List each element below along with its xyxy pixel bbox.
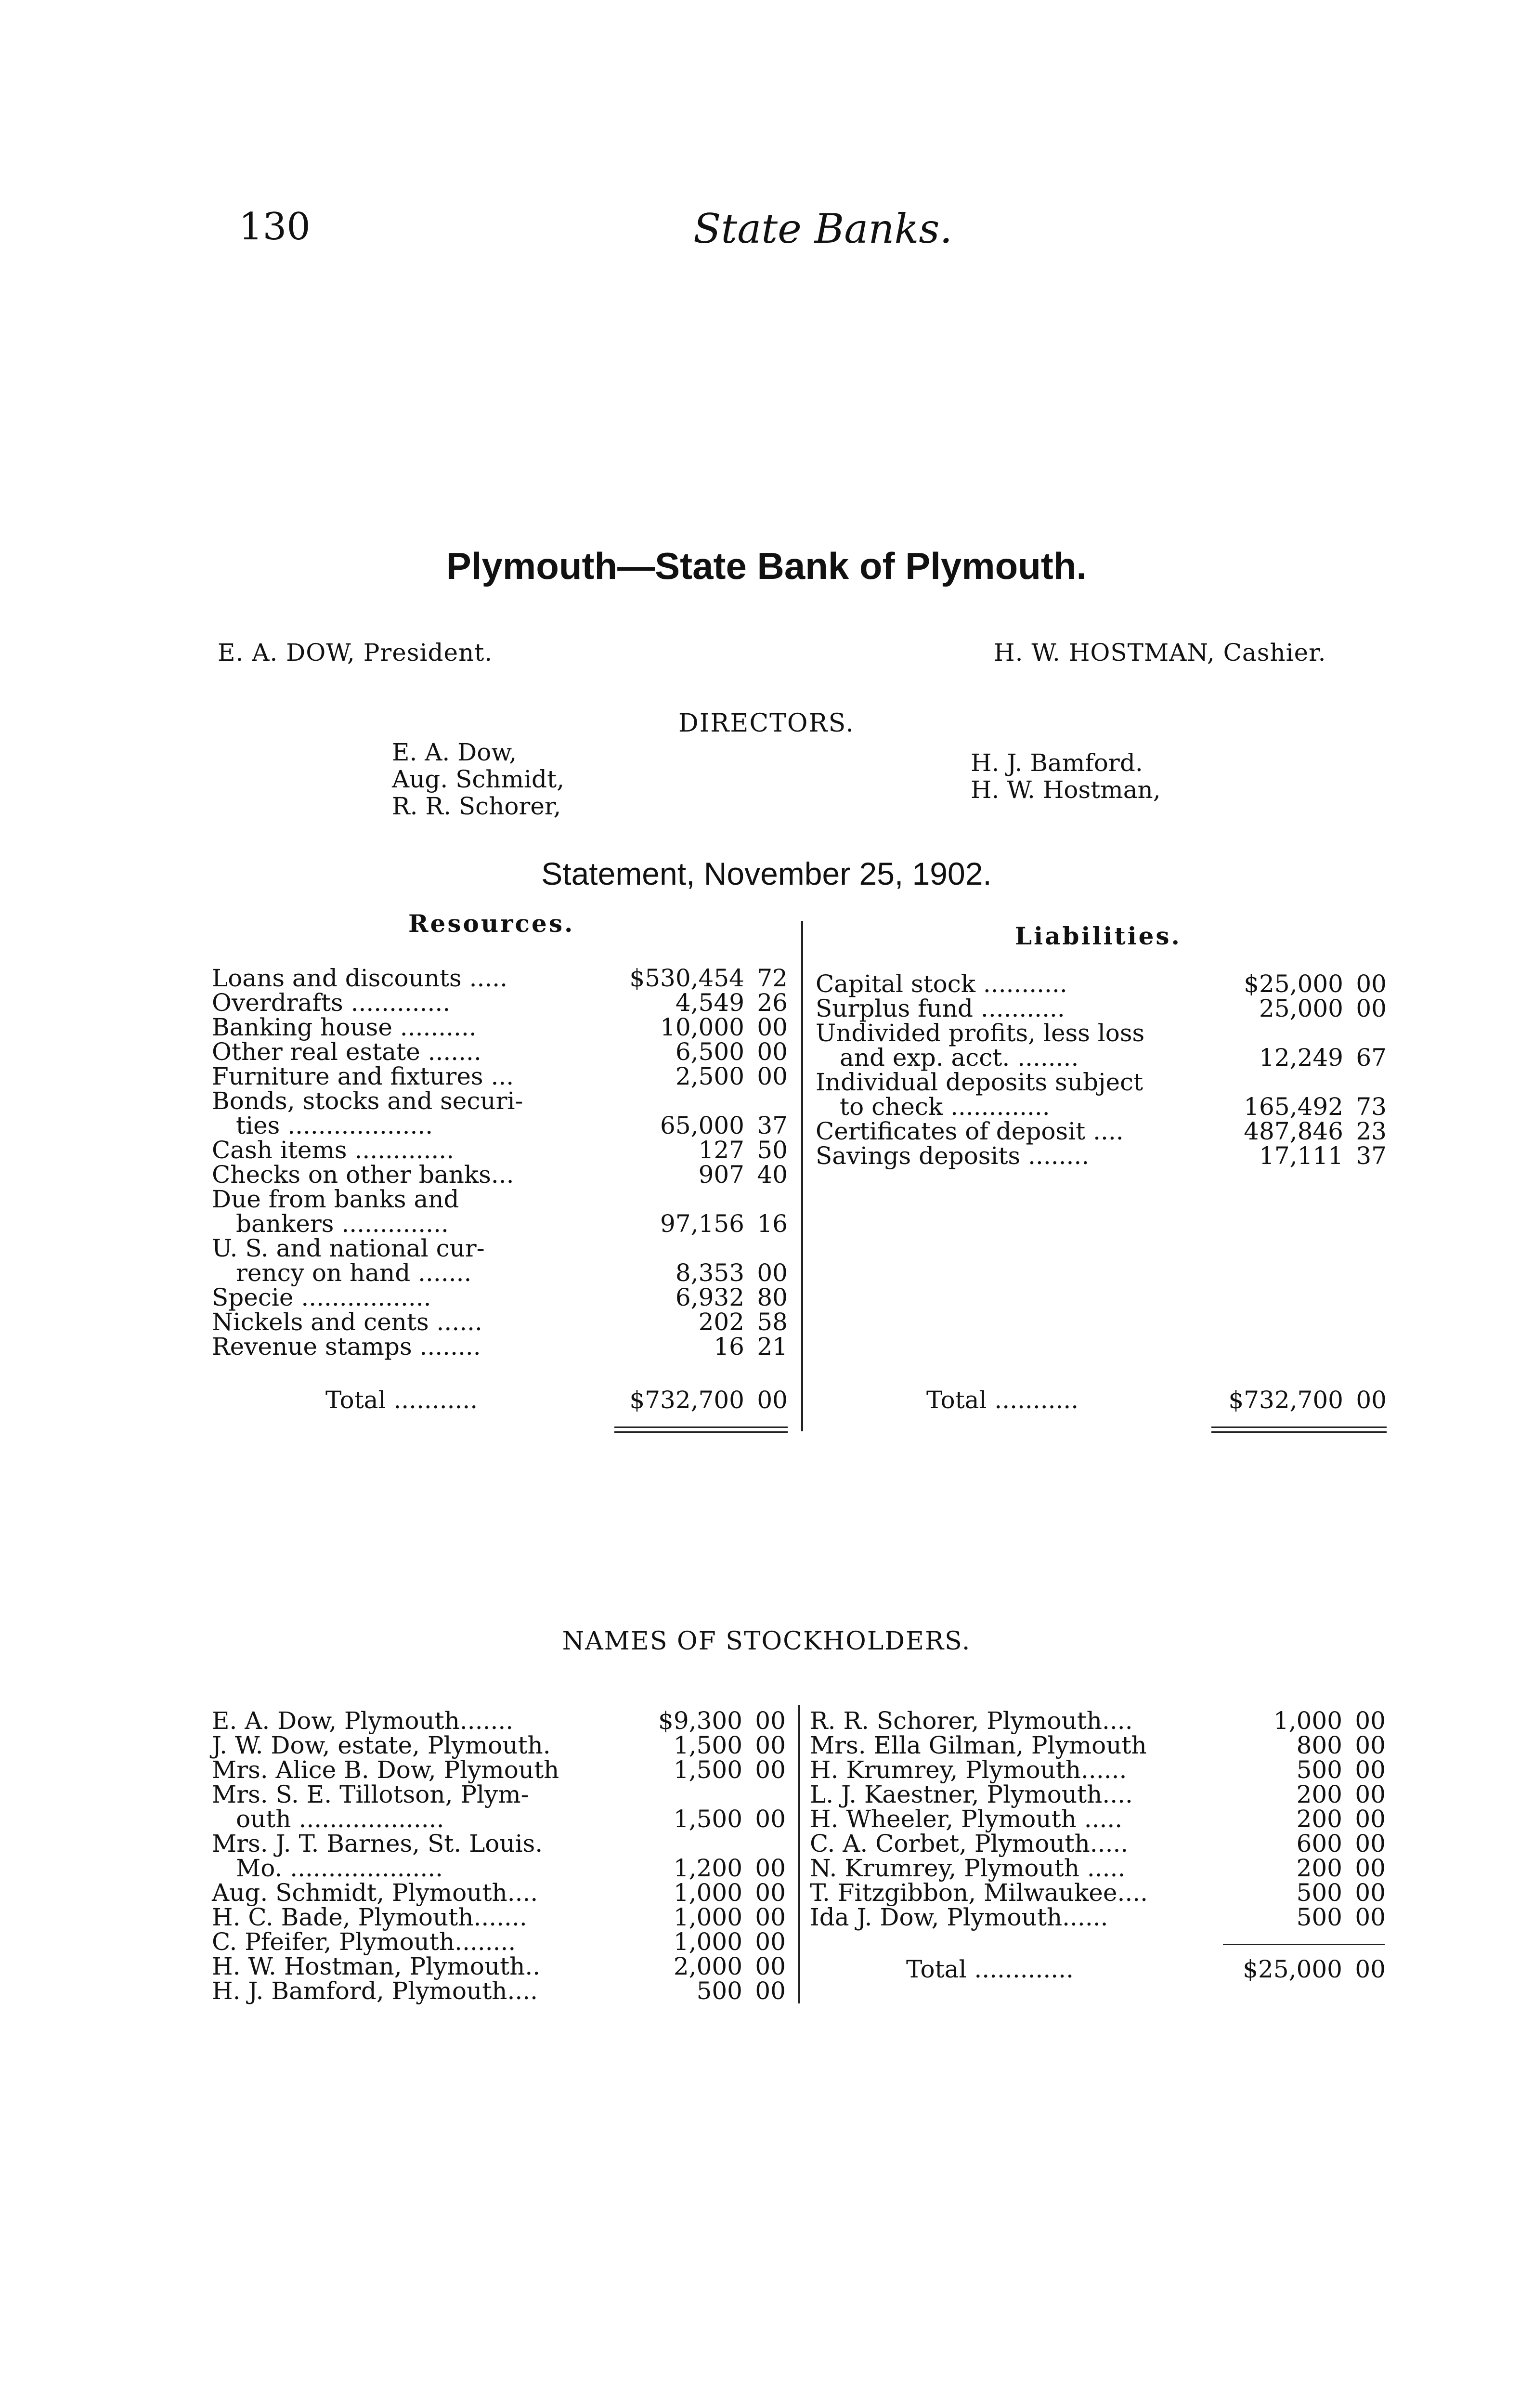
row-cents: 00 <box>757 1386 788 1414</box>
row-amount: 2,500 <box>675 1062 744 1090</box>
stockholder-row <box>212 1979 786 2004</box>
row-amount: 6,932 <box>675 1283 744 1311</box>
row-amount: 97,156 <box>660 1210 744 1238</box>
bank-title: Plymouth—State Bank of Plymouth. <box>446 545 1087 587</box>
director: H. W. Hostman, <box>971 776 1161 804</box>
row-cents: 00 <box>1356 1386 1387 1414</box>
row-label: U. S. and national cur- <box>212 1234 485 1262</box>
liabilities-total-row <box>926 1388 1387 1413</box>
row-cents: 67 <box>1356 1044 1387 1072</box>
row-cents: 00 <box>757 1062 788 1090</box>
row-label: Individual deposits subject <box>816 1068 1143 1096</box>
liability-row <box>816 1119 1387 1144</box>
resource-row <box>212 1285 788 1310</box>
row-label: Furniture and fixtures ... <box>212 1062 514 1090</box>
row-amount: 1,000 <box>673 1879 742 1907</box>
row-amount: 1,000 <box>1273 1707 1342 1735</box>
row-cents: 00 <box>1355 1756 1386 1784</box>
row-label: E. A. Dow, Plymouth....... <box>212 1707 514 1735</box>
row-amount: 800 <box>1296 1731 1342 1759</box>
row-label: Mrs. S. E. Tillotson, Plym- <box>212 1780 529 1808</box>
running-title: State Banks. <box>693 205 953 252</box>
row-cents: 00 <box>1355 1830 1386 1858</box>
liability-row <box>816 996 1387 1021</box>
row-label: Mrs. Alice B. Dow, Plymouth <box>212 1756 559 1784</box>
row-cents: 80 <box>757 1283 788 1311</box>
row-amount: 500 <box>1296 1903 1342 1931</box>
row-cents: 00 <box>755 1756 786 1784</box>
liability-row <box>816 1095 1387 1120</box>
row-cents: 00 <box>755 1805 786 1833</box>
liability-row <box>816 1070 1387 1095</box>
row-cents: 00 <box>755 1928 786 1956</box>
row-label: bankers .............. <box>236 1210 449 1238</box>
stockholder-row <box>810 1881 1386 1906</box>
row-cents: 00 <box>1355 1805 1386 1833</box>
row-amount: 907 <box>698 1161 744 1189</box>
row-label: Loans and discounts ..... <box>212 964 508 992</box>
resource-row <box>212 1113 788 1139</box>
row-label: Specie ................. <box>212 1283 431 1311</box>
row-amount: 17,111 <box>1259 1142 1343 1170</box>
liability-row <box>816 972 1387 997</box>
liability-row <box>816 1046 1387 1071</box>
directors-left <box>392 739 564 820</box>
row-amount: 1,500 <box>673 1756 742 1784</box>
row-amount: 10,000 <box>660 1013 744 1041</box>
resource-row <box>212 1064 788 1089</box>
row-label: Undivided profits, less loss <box>816 1019 1145 1047</box>
row-label: Total ........... <box>926 1386 1079 1414</box>
resource-row <box>212 1015 788 1040</box>
row-label: to check ............. <box>840 1093 1050 1121</box>
row-label: ties ................... <box>236 1112 433 1139</box>
stockholder-row <box>212 1856 786 1881</box>
row-label: Cash items ............. <box>212 1136 455 1164</box>
row-cents: 00 <box>1355 1854 1386 1882</box>
cashier: H. W. HOSTMAN, Cashier. <box>994 639 1326 667</box>
row-label: R. R. Schorer, Plymouth.... <box>810 1707 1133 1735</box>
total-rule <box>1211 1431 1387 1433</box>
row-amount: 25,000 <box>1259 995 1343 1022</box>
row-cents: 00 <box>755 1952 786 1980</box>
stockholder-row <box>810 1709 1386 1734</box>
row-amount: 500 <box>696 1977 742 2005</box>
row-cents: 73 <box>1356 1093 1387 1121</box>
stockholder-row <box>810 1905 1386 1930</box>
row-label: and exp. acct. ........ <box>840 1044 1079 1072</box>
row-label: C. A. Corbet, Plymouth..... <box>810 1830 1129 1858</box>
stockholder-row <box>810 1758 1386 1783</box>
row-cents: 58 <box>757 1308 788 1336</box>
row-label: Surplus fund ........... <box>816 995 1065 1022</box>
resource-row <box>212 1089 788 1114</box>
total-rule <box>1223 1944 1385 1945</box>
row-amount: 200 <box>1296 1780 1342 1808</box>
row-amount: 200 <box>1296 1854 1342 1882</box>
stockholder-row <box>212 1954 786 1979</box>
stockholders-total-row <box>906 1957 1386 1982</box>
row-label: Mrs. J. T. Barnes, St. Louis. <box>212 1830 543 1858</box>
row-amount: 1,200 <box>673 1854 742 1882</box>
resource-row <box>212 1310 788 1335</box>
stockholder-row <box>212 1733 786 1758</box>
row-label: Aug. Schmidt, Plymouth.... <box>212 1879 538 1907</box>
row-amount: 16 <box>714 1333 744 1361</box>
row-cents: 00 <box>1355 1780 1386 1808</box>
row-label: Checks on other banks... <box>212 1161 514 1189</box>
stockholder-row <box>212 1905 786 1930</box>
row-cents: 00 <box>757 1259 788 1287</box>
directors-right <box>971 749 1161 803</box>
row-label: Revenue stamps ........ <box>212 1333 481 1361</box>
row-cents: 00 <box>757 1038 788 1066</box>
row-amount: 6,500 <box>675 1038 744 1066</box>
resource-row <box>212 1163 788 1188</box>
liabilities-heading: Liabilities. <box>1015 922 1182 950</box>
row-cents: 23 <box>1356 1117 1387 1145</box>
row-cents: 00 <box>755 1977 786 2005</box>
stockholder-row <box>212 1709 786 1734</box>
row-cents: 00 <box>757 1013 788 1041</box>
row-label: H. Wheeler, Plymouth ..... <box>810 1805 1123 1833</box>
resource-row <box>212 1187 788 1212</box>
resource-row <box>212 1261 788 1286</box>
stockholder-row <box>212 1782 786 1807</box>
liability-row <box>816 1021 1387 1046</box>
stockholder-row <box>212 1881 786 1906</box>
row-label: J. W. Dow, estate, Plymouth. <box>212 1731 551 1759</box>
row-amount: 1,500 <box>673 1805 742 1833</box>
stockholder-row <box>212 1807 786 1832</box>
directors-heading: DIRECTORS. <box>678 709 855 738</box>
row-label: Ida J. Dow, Plymouth...... <box>810 1903 1108 1931</box>
resource-row <box>212 1236 788 1261</box>
statement-heading: Statement, November 25, 1902. <box>541 856 992 891</box>
director: Aug. Schmidt, <box>392 765 564 793</box>
row-cents: 72 <box>757 964 788 992</box>
total-rule <box>614 1431 788 1433</box>
row-label: Due from banks and <box>212 1185 459 1213</box>
resource-row <box>212 991 788 1016</box>
column-divider <box>801 921 803 1431</box>
row-cents: 00 <box>1355 1955 1386 1983</box>
resource-row <box>212 1212 788 1237</box>
row-label: L. J. Kaestner, Plymouth.... <box>810 1780 1133 1808</box>
row-label: H. W. Hostman, Plymouth.. <box>212 1952 541 1980</box>
row-amount: $9,300 <box>658 1707 742 1735</box>
row-cents: 00 <box>1355 1879 1386 1907</box>
page-number: 130 <box>239 205 311 249</box>
row-cents: 00 <box>1355 1903 1386 1931</box>
liability-row <box>816 1144 1387 1169</box>
row-amount: 500 <box>1296 1879 1342 1907</box>
row-amount: 1,000 <box>673 1903 742 1931</box>
row-label: N. Krumrey, Plymouth ..... <box>810 1854 1126 1882</box>
resource-row <box>212 1040 788 1065</box>
stockholder-row <box>810 1807 1386 1832</box>
row-amount: $25,000 <box>1243 1955 1342 1983</box>
row-amount: $25,000 <box>1244 970 1343 998</box>
row-label: T. Fitzgibbon, Milwaukee.... <box>810 1879 1148 1907</box>
row-label: Nickels and cents ...... <box>212 1308 482 1336</box>
row-amount: 1,500 <box>673 1731 742 1759</box>
director: R. R. Schorer, <box>392 792 561 820</box>
row-cents: 00 <box>1356 995 1387 1022</box>
row-cents: 00 <box>1355 1707 1386 1735</box>
row-cents: 00 <box>1356 970 1387 998</box>
row-cents: 00 <box>755 1854 786 1882</box>
row-label: Capital stock ........... <box>816 970 1067 998</box>
row-label: H. J. Bamford, Plymouth.... <box>212 1977 538 2005</box>
row-amount: $732,700 <box>1228 1386 1343 1414</box>
resource-row <box>212 966 788 991</box>
row-label: Total ........... <box>325 1386 478 1414</box>
row-label: Bonds, stocks and securi- <box>212 1087 523 1115</box>
row-amount: 127 <box>698 1136 744 1164</box>
row-label: Total ............. <box>906 1955 1074 1983</box>
row-amount: 4,549 <box>675 989 744 1017</box>
row-label: outh ................... <box>236 1805 444 1833</box>
row-cents: 00 <box>755 1707 786 1735</box>
row-cents: 21 <box>757 1333 788 1361</box>
row-amount: 600 <box>1296 1830 1342 1858</box>
resources-heading: Resources. <box>408 909 575 938</box>
stockholder-row <box>810 1832 1386 1857</box>
row-amount: $530,454 <box>629 964 744 992</box>
row-label: H. C. Bade, Plymouth....... <box>212 1903 527 1931</box>
row-label: rency on hand ....... <box>236 1259 472 1287</box>
president: E. A. DOW, President. <box>218 639 493 667</box>
row-label: Other real estate ....... <box>212 1038 481 1066</box>
director: E. A. Dow, <box>392 738 517 766</box>
stockholder-row <box>212 1758 786 1783</box>
resource-row <box>212 1335 788 1360</box>
row-label: H. Krumrey, Plymouth...... <box>810 1756 1127 1784</box>
row-cents: 40 <box>757 1161 788 1189</box>
row-amount: 165,492 <box>1244 1093 1343 1121</box>
stockholder-row <box>810 1733 1386 1758</box>
resources-total-row <box>325 1388 788 1413</box>
stockholder-row <box>212 1930 786 1955</box>
stockholders-heading: NAMES OF STOCKHOLDERS. <box>562 1627 971 1656</box>
row-amount: 12,249 <box>1259 1044 1343 1072</box>
row-amount: 1,000 <box>673 1928 742 1956</box>
total-rule <box>1211 1426 1387 1428</box>
row-label: C. Pfeifer, Plymouth........ <box>212 1928 516 1956</box>
row-label: Certificates of deposit .... <box>816 1117 1124 1145</box>
row-amount: 202 <box>698 1308 744 1336</box>
stockholder-row <box>810 1856 1386 1881</box>
row-amount: 200 <box>1296 1805 1342 1833</box>
row-label: Mrs. Ella Gilman, Plymouth <box>810 1731 1147 1759</box>
row-cents: 37 <box>1356 1142 1387 1170</box>
row-cents: 16 <box>757 1210 788 1238</box>
row-amount: 8,353 <box>675 1259 744 1287</box>
row-amount: 500 <box>1296 1756 1342 1784</box>
resource-row <box>212 1138 788 1163</box>
row-label: Banking house .......... <box>212 1013 477 1041</box>
stockholder-row <box>810 1782 1386 1807</box>
row-label: Savings deposits ........ <box>816 1142 1090 1170</box>
row-amount: 65,000 <box>660 1112 744 1139</box>
row-amount: 2,000 <box>673 1952 742 1980</box>
row-label: Mo. .................... <box>236 1854 443 1882</box>
row-amount: $732,700 <box>629 1386 744 1414</box>
row-cents: 26 <box>757 989 788 1017</box>
row-cents: 00 <box>755 1731 786 1759</box>
row-cents: 50 <box>757 1136 788 1164</box>
row-cents: 37 <box>757 1112 788 1139</box>
row-amount: 487,846 <box>1244 1117 1343 1145</box>
total-rule <box>614 1426 788 1428</box>
row-cents: 00 <box>755 1903 786 1931</box>
stockholders-divider <box>798 1705 800 2003</box>
row-label: Overdrafts ............. <box>212 989 451 1017</box>
director: H. J. Bamford. <box>971 749 1143 777</box>
row-cents: 00 <box>1355 1731 1386 1759</box>
stockholder-row <box>212 1832 786 1857</box>
row-cents: 00 <box>755 1879 786 1907</box>
